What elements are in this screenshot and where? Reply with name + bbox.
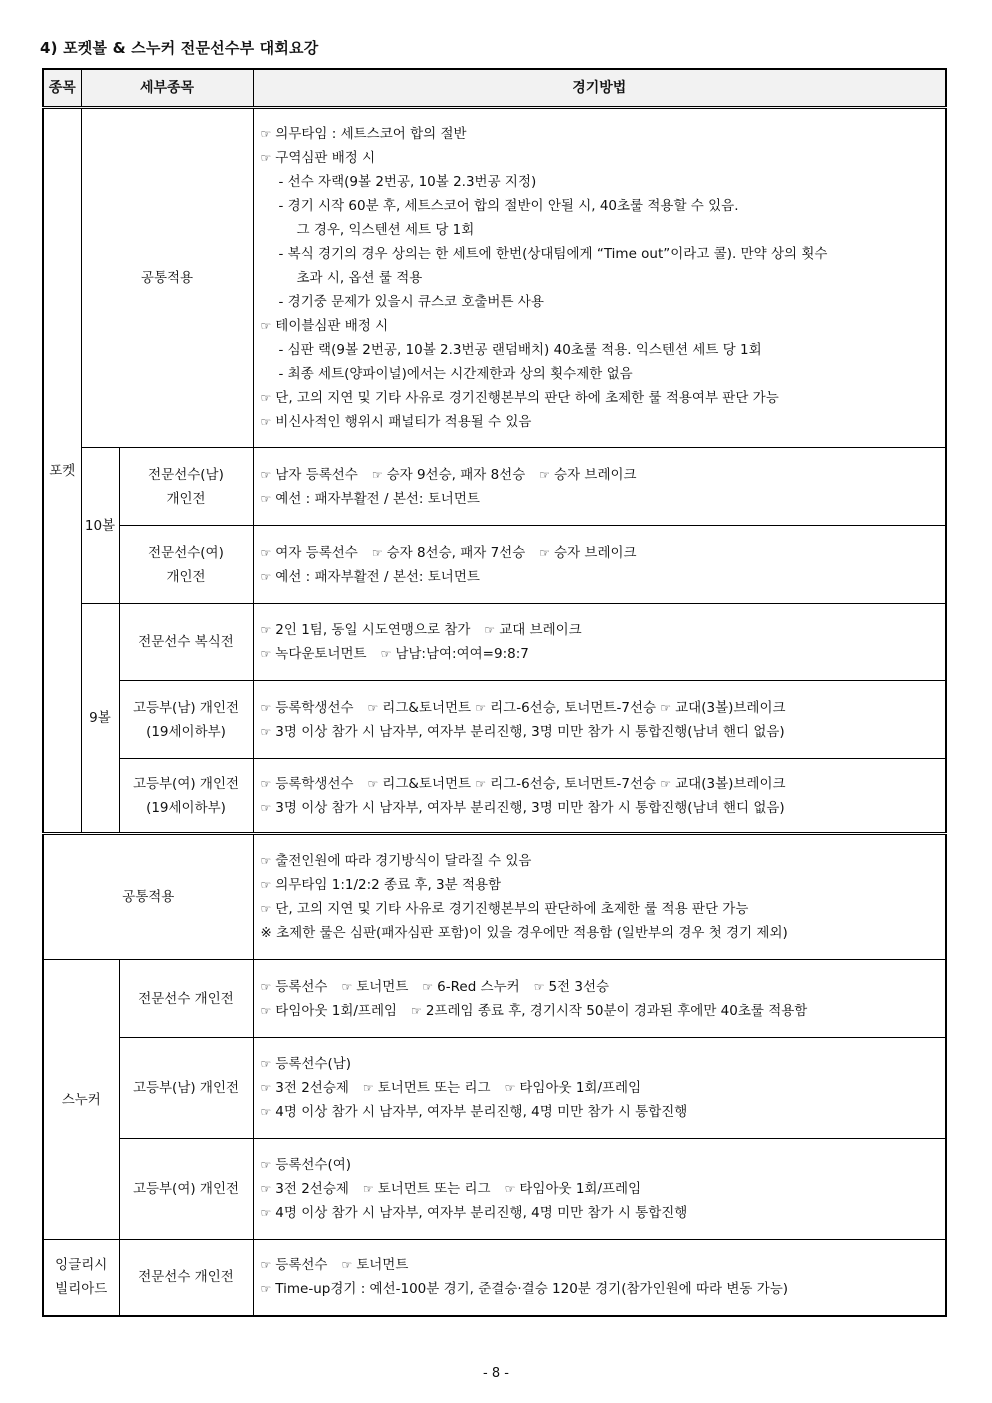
rule-line (261, 314, 940, 338)
snooker-pro-text: 6-Red 스누커 (437, 978, 520, 995)
snooker-hs-women-row (43, 1139, 946, 1240)
pointing-hand-icon: ☞ (260, 700, 272, 715)
pointing-hand-icon: ☞ (260, 491, 272, 506)
ball10-men-text: 예선 : 패자부활전 / 본선: 토너먼트 (275, 490, 480, 507)
header-subcategory: 세부종목 (81, 69, 253, 108)
snooker-hs-men-text: 토너먼트 또는 리그 (377, 1080, 491, 1096)
rule-text: ※ 초제한 룰은 심판(패자심판 포함)이 있을 경우에만 적용함 (일반부의 경우 첫 경기 제외) (260, 925, 788, 941)
snooker-hs-men-line2 (261, 1076, 940, 1100)
ball9-hs-women-label (119, 759, 253, 834)
snooker-pro-label: 전문선수 개인전 (119, 960, 253, 1038)
ball9-hs-men-row (43, 681, 946, 759)
rule-line (261, 242, 940, 266)
pointing-hand-icon: ☞ (260, 1081, 272, 1095)
pointing-hand-icon: ☞ (260, 1158, 272, 1172)
rule-text: 그 경우, 익스텐션 세트 당 1회 (296, 222, 475, 238)
snooker-hs-men-text: 타임아웃 1회/프레임 (519, 1080, 642, 1096)
pointing-hand-icon: ☞ (260, 647, 272, 661)
ball9-hs-men-label (119, 681, 253, 759)
pointing-hand-icon: ☞ (504, 1081, 516, 1095)
rule-line (261, 338, 940, 362)
snooker-category: 스누커 (43, 960, 119, 1240)
pointing-hand-icon: ☞ (475, 776, 487, 791)
rule-text: 단, 고의 지연 및 기타 사유로 경기진행본부의 판단하에 초제한 룰 적용 판단 가능 (275, 901, 749, 917)
rule-line (261, 386, 940, 410)
pointing-hand-icon: ☞ (341, 979, 353, 994)
snooker-hs-men-label: 고등부(남) 개인전 (119, 1038, 253, 1139)
ball9-doubles-text: 남남:남여:여여=9:8:7 (395, 646, 529, 662)
pointing-hand-icon: ☞ (260, 1057, 272, 1071)
rule-text: 의무타임 1:1/2:2 종료 후, 3분 적용함 (275, 877, 502, 893)
snooker-hs-women-text: 등록선수(여) (275, 1157, 352, 1173)
ball9-hs-men-label-2: (19세이하부) (146, 723, 226, 740)
english-category-1: 잉글리시 (55, 1257, 108, 1274)
snooker-hs-men-text: 3전 2선승제 (275, 1080, 349, 1096)
rule-text: 초과 시, 옵션 룰 적용 (296, 270, 423, 286)
ball9-label: 9볼 (81, 604, 119, 834)
ball9-hs-men-text: 교대(3볼)브레이크 (675, 699, 786, 716)
pointing-hand-icon: ☞ (260, 878, 272, 892)
english-pro-label: 전문선수 개인전 (119, 1240, 253, 1316)
pointing-hand-icon: ☞ (260, 623, 272, 637)
snooker-pro-line2 (261, 999, 940, 1023)
snooker-hs-women-label: 고등부(여) 개인전 (119, 1139, 253, 1240)
rule-line (261, 921, 940, 945)
pointing-hand-icon: ☞ (260, 854, 272, 868)
ball9-hs-women-text: 3명 이상 참가 시 남자부, 여자부 분리진행, 3명 미만 참가 시 통합진행(남녀 핸디 없음) (275, 799, 785, 816)
ball10-women-line1 (261, 541, 940, 565)
ball9-doubles-line1 (261, 618, 940, 642)
ball9-doubles-desc (253, 604, 946, 681)
snooker-hs-women-text: 4명 이상 참가 시 남자부, 여자부 분리진행, 4명 미만 참가 시 통합진행 (275, 1205, 688, 1221)
rule-text: - 최종 세트(양파이널)에서는 시간제한과 상의 횟수제한 없음 (278, 366, 633, 382)
pocket-common-row (43, 108, 946, 448)
pointing-hand-icon: ☞ (260, 415, 272, 429)
pocket-common-desc (253, 108, 946, 448)
english-pro-text: 토너먼트 (356, 1257, 409, 1274)
ball9-hs-women-row (43, 759, 946, 834)
ball9-hs-women-desc (253, 759, 946, 834)
snooker-hs-women-line2 (261, 1177, 940, 1201)
snooker-pro-text: 등록선수 (275, 978, 328, 995)
ball10-women-desc (253, 526, 946, 604)
rule-text: 구역심판 배정 시 (275, 150, 376, 166)
ball9-hs-women-label-1: 고등부(여) 개인전 (132, 775, 240, 792)
ball10-women-label (119, 526, 253, 604)
snooker-pro-text: 5전 3선승 (548, 978, 610, 995)
pointing-hand-icon: ☞ (660, 700, 672, 715)
pointing-hand-icon: ☞ (484, 623, 496, 637)
ball9-hs-men-label-1: 고등부(남) 개인전 (132, 699, 240, 716)
ball10-women-text: 여자 등록선수 (275, 544, 358, 561)
ball9-doubles-row (43, 604, 946, 681)
pointing-hand-icon: ☞ (260, 569, 272, 584)
pointing-hand-icon: ☞ (411, 1003, 422, 1018)
rule-text: - 심판 랙(9볼 2번공, 10볼 2.3번공 랜덤배치) 40초룰 적용. 익스텐션 세트 당 1회 (278, 342, 762, 358)
ball9-doubles-label: 전문선수 복식전 (119, 604, 253, 681)
ball9-hs-women-text: 교대(3볼)브레이크 (675, 775, 786, 792)
pointing-hand-icon: ☞ (260, 724, 272, 739)
ball10-women-label-1: 전문선수(여) (148, 544, 224, 561)
ball10-label: 10볼 (81, 448, 119, 604)
rule-text: 테이블심판 배정 시 (275, 318, 389, 334)
pointing-hand-icon: ☞ (260, 1282, 272, 1297)
header-category: 종목 (43, 69, 81, 108)
ball10-men-row (43, 448, 946, 526)
pointing-hand-icon: ☞ (260, 979, 272, 994)
ball10-women-label-2: 개인전 (166, 568, 206, 585)
rule-line (261, 849, 940, 873)
snooker-hs-men-line1 (261, 1052, 940, 1076)
pointing-hand-icon: ☞ (504, 1182, 516, 1196)
rule-line (261, 170, 940, 194)
snooker-pro-text: 2프레임 종료 후, 경기시작 50분이 경과된 후에만 40초룰 적용함 (425, 1002, 808, 1019)
english-category (43, 1240, 119, 1316)
pointing-hand-icon: ☞ (660, 776, 672, 791)
ball9-hs-men-line2 (261, 720, 940, 744)
ball9-hs-women-text: 등록학생선수 (275, 775, 354, 792)
pointing-hand-icon: ☞ (260, 1182, 272, 1196)
pointing-hand-icon: ☞ (362, 1081, 374, 1095)
ball9-hs-men-line1 (261, 696, 940, 720)
ball10-men-text: 승자 브레이크 (554, 466, 637, 483)
rule-text: - 경기 시작 60분 후, 세트스코어 합의 절반이 안될 시, 40초룰 적용할 수 있음. (278, 198, 739, 214)
english-pro-row (43, 1240, 946, 1316)
rule-text: 비신사적인 행위시 패널티가 적용될 수 있음 (275, 414, 532, 430)
english-category-2: 빌리아드 (55, 1281, 108, 1298)
ball10-women-text: 승자 8선승, 패자 7선승 (386, 544, 526, 561)
pointing-hand-icon: ☞ (475, 700, 487, 715)
ball9-hs-men-text: 등록학생선수 (275, 699, 354, 716)
english-pro-desc (253, 1240, 946, 1316)
snooker-hs-men-text: 4명 이상 참가 시 남자부, 여자부 분리진행, 4명 미만 참가 시 통합진행 (275, 1104, 688, 1120)
pointing-hand-icon: ☞ (367, 776, 379, 791)
pointing-hand-icon: ☞ (260, 319, 272, 333)
pointing-hand-icon: ☞ (539, 545, 551, 560)
snooker-hs-men-desc (253, 1038, 946, 1139)
ball9-hs-women-label-2: (19세이하부) (146, 799, 226, 816)
pointing-hand-icon: ☞ (371, 467, 383, 482)
pointing-hand-icon: ☞ (380, 647, 392, 661)
rule-text: - 복식 경기의 경우 상의는 한 세트에 한번(상대팀에게 “Time out”이라고 콜). 만약 상의 횟수 (278, 246, 828, 262)
pointing-hand-icon: ☞ (341, 1258, 353, 1273)
ball9-doubles-line2 (261, 642, 940, 666)
ball9-doubles-text: 녹다운토너먼트 (275, 646, 367, 662)
ball9-doubles-text: 교대 브레이크 (499, 622, 582, 638)
ball10-men-text: 남자 등록선수 (275, 466, 358, 483)
snooker-hs-women-line3 (261, 1201, 940, 1225)
snooker-pro-text: 타임아웃 1회/프레임 (275, 1002, 398, 1019)
rule-text: 단, 고의 지연 및 기타 사유로 경기진행본부의 판단 하에 초제한 룰 적용여부 판단 가능 (275, 390, 779, 406)
ball10-men-label-1: 전문선수(남) (148, 466, 224, 483)
pointing-hand-icon: ☞ (533, 979, 545, 994)
ball10-women-row (43, 526, 946, 604)
ball10-men-desc (253, 448, 946, 526)
snooker-hs-women-desc (253, 1139, 946, 1240)
page-number: - 8 - (483, 1366, 509, 1381)
pocket-category: 포켓 (43, 108, 81, 834)
header-method: 경기방법 (253, 69, 946, 108)
pointing-hand-icon: ☞ (260, 467, 272, 482)
pointing-hand-icon: ☞ (260, 545, 272, 560)
ball9-hs-women-text: 리그-6선승, 토너먼트-7선승 (490, 775, 657, 792)
rule-line (261, 290, 940, 314)
section-title: 4) 포켓볼 & 스누커 전문선수부 대회요강 (40, 39, 319, 57)
common2-label: 공통적용 (43, 834, 253, 960)
snooker-hs-women-line1 (261, 1153, 940, 1177)
rule-text: 출전인원에 따라 경기방식이 달라질 수 있음 (275, 853, 532, 869)
english-pro-text: Time-up경기 : 예선-100분 경기, 준결승·결승 120분 경기(참가인원에 따라 변동 가능) (275, 1281, 789, 1298)
pointing-hand-icon: ☞ (260, 776, 272, 791)
rule-line (261, 122, 940, 146)
english-pro-text: 등록선수 (275, 1257, 328, 1274)
ball10-men-label-2: 개인전 (166, 490, 206, 507)
rule-text: - 선수 자랙(9볼 2번공, 10볼 2.3번공 지정) (278, 174, 537, 190)
pointing-hand-icon: ☞ (260, 1003, 272, 1018)
ball9-doubles-text: 2인 1팀, 동일 시도연맹으로 참가 (275, 622, 471, 638)
pocket-common-label: 공통적용 (81, 108, 253, 448)
ball9-hs-women-line2 (261, 796, 940, 820)
english-pro-line1 (261, 1253, 940, 1277)
ball9-hs-men-text: 리그&토너먼트 (382, 699, 472, 716)
snooker-hs-men-row (43, 1038, 946, 1139)
pointing-hand-icon: ☞ (422, 979, 434, 994)
snooker-hs-men-line3 (261, 1100, 940, 1124)
rule-line (261, 873, 940, 897)
rule-line (261, 266, 940, 290)
header-row (43, 69, 946, 108)
rule-line (261, 410, 940, 434)
pointing-hand-icon: ☞ (260, 800, 272, 815)
ball10-men-text: 승자 9선승, 패자 8선승 (386, 466, 526, 483)
ball9-hs-men-text: 3명 이상 참가 시 남자부, 여자부 분리진행, 3명 미만 참가 시 통합진행(남녀 핸디 없음) (275, 723, 785, 740)
snooker-hs-women-text: 타임아웃 1회/프레임 (519, 1181, 642, 1197)
rules-table (42, 68, 947, 1317)
ball9-hs-men-text: 리그-6선승, 토너먼트-7선승 (490, 699, 657, 716)
ball9-hs-women-line1 (261, 772, 940, 796)
snooker-hs-women-text: 토너먼트 또는 리그 (377, 1181, 491, 1197)
rule-text: 의무타임 : 세트스코어 합의 절반 (275, 126, 467, 142)
rule-line (261, 218, 940, 242)
pointing-hand-icon: ☞ (260, 391, 272, 405)
rule-line (261, 146, 940, 170)
pointing-hand-icon: ☞ (260, 151, 272, 165)
pointing-hand-icon: ☞ (260, 1206, 272, 1220)
ball10-men-label (119, 448, 253, 526)
snooker-hs-men-text: 등록선수(남) (275, 1056, 352, 1072)
pointing-hand-icon: ☞ (367, 700, 379, 715)
common2-desc (253, 834, 946, 960)
english-pro-line2 (261, 1277, 940, 1301)
rule-line (261, 897, 940, 921)
ball9-hs-women-text: 리그&토너먼트 (382, 775, 472, 792)
pointing-hand-icon: ☞ (260, 1258, 272, 1273)
ball10-men-line1 (261, 463, 940, 487)
ball10-women-line2 (261, 565, 940, 589)
snooker-hs-women-text: 3전 2선승제 (275, 1181, 349, 1197)
ball10-women-text: 예선 : 패자부활전 / 본선: 토너먼트 (275, 568, 480, 585)
rule-line (261, 194, 940, 218)
pointing-hand-icon: ☞ (260, 1105, 272, 1119)
common2-row (43, 834, 946, 960)
pointing-hand-icon: ☞ (260, 127, 272, 141)
ball9-hs-men-desc (253, 681, 946, 759)
pointing-hand-icon: ☞ (362, 1182, 374, 1196)
snooker-pro-desc (253, 960, 946, 1038)
rule-text: - 경기중 문제가 있을시 큐스코 호출버튼 사용 (278, 294, 544, 310)
ball10-women-text: 승자 브레이크 (554, 544, 637, 561)
pointing-hand-icon: ☞ (260, 902, 272, 916)
pointing-hand-icon: ☞ (371, 545, 383, 560)
snooker-pro-line1 (261, 975, 940, 999)
rule-line (261, 362, 940, 386)
ball10-men-line2 (261, 487, 940, 511)
pointing-hand-icon: ☞ (539, 467, 551, 482)
snooker-pro-text: 토너먼트 (356, 978, 409, 995)
snooker-pro-row (43, 960, 946, 1038)
